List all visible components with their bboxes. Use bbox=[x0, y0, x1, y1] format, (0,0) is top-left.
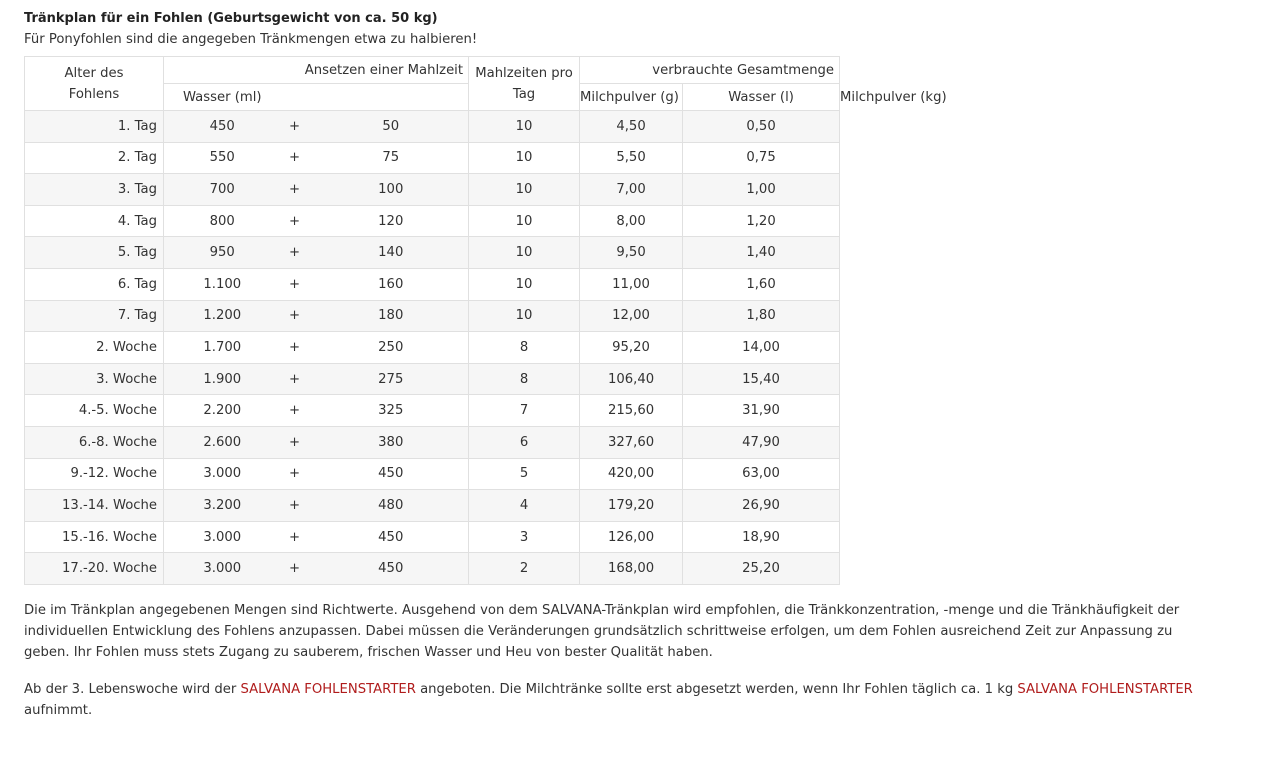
cell-water-ml: 3.000 bbox=[164, 521, 281, 553]
cell-age: 2. Woche bbox=[25, 332, 164, 364]
cell-total-water: 7,00 bbox=[580, 174, 683, 206]
table-row bbox=[25, 458, 840, 490]
cell-meals: 8 bbox=[469, 332, 580, 364]
cell-total-water: 179,20 bbox=[580, 490, 683, 522]
cell-water-ml: 700 bbox=[164, 174, 281, 206]
cell-meals: 3 bbox=[469, 521, 580, 553]
header-water-l: Wasser (l) bbox=[683, 84, 840, 111]
cell-meals: 4 bbox=[469, 490, 580, 522]
cell-total-water: 95,20 bbox=[580, 332, 683, 364]
cell-age: 6.-8. Woche bbox=[25, 426, 164, 458]
cell-meals: 10 bbox=[469, 268, 580, 300]
header-meal: Ansetzen einer Mahlzeit bbox=[164, 57, 469, 84]
table-row bbox=[25, 205, 840, 237]
cell-total-powder: 15,40 bbox=[683, 363, 840, 395]
cell-total-powder: 1,00 bbox=[683, 174, 840, 206]
cell-powder-g: 480 bbox=[314, 490, 469, 522]
cell-meals: 7 bbox=[469, 395, 580, 427]
cell-plus: + bbox=[281, 363, 309, 395]
table-row bbox=[25, 332, 840, 364]
cell-age: 1. Tag bbox=[25, 111, 164, 143]
cell-total-water: 4,50 bbox=[580, 111, 683, 143]
cell-meals: 5 bbox=[469, 458, 580, 490]
cell-plus: + bbox=[281, 458, 309, 490]
table-row bbox=[25, 490, 840, 522]
cell-water-ml: 1.700 bbox=[164, 332, 281, 364]
cell-total-powder: 25,20 bbox=[683, 553, 840, 585]
cell-water-ml: 3.200 bbox=[164, 490, 281, 522]
cell-powder-g: 450 bbox=[314, 553, 469, 585]
table-row bbox=[25, 363, 840, 395]
cell-age: 13.-14. Woche bbox=[25, 490, 164, 522]
cell-total-water: 8,00 bbox=[580, 205, 683, 237]
cell-age: 2. Tag bbox=[25, 142, 164, 174]
cell-powder-g: 380 bbox=[314, 426, 469, 458]
starter-text-3: aufnimmt. bbox=[24, 702, 93, 718]
cell-plus: + bbox=[281, 205, 309, 237]
cell-meals: 8 bbox=[469, 363, 580, 395]
cell-age: 3. Tag bbox=[25, 174, 164, 206]
table-row bbox=[25, 142, 840, 174]
cell-meals: 10 bbox=[469, 237, 580, 269]
cell-total-water: 215,60 bbox=[580, 395, 683, 427]
cell-powder-g: 100 bbox=[314, 174, 469, 206]
page-title: Tränkplan für ein Fohlen (Geburtsgewicht von ca. 50 kg) bbox=[24, 11, 438, 26]
header-water-ml: Wasser (ml) bbox=[164, 84, 281, 111]
table-row bbox=[25, 174, 840, 206]
cell-water-ml: 2.200 bbox=[164, 395, 281, 427]
info-paragraph: Die im Tränkplan angegebenen Mengen sind Richtwerte. Ausgehend von dem SALVANA-Tränkplan wird empfohlen, die Tränkkonzentration, -menge und die Tränkhäufigkeit der individuellen Entwicklung des Fohlens anzupassen. Dabei müssen die Veränderungen grundsätzlich schrittweise erfolgen, um dem Fohlen ausreichend Zeit zur Anpassung zu geben. Ihr Fohlen muss stets Zugang zu sauberem, frischen Wasser und Heu von bester Qualität haben. bbox=[24, 602, 1180, 660]
cell-meals: 10 bbox=[469, 300, 580, 332]
cell-plus: + bbox=[281, 268, 309, 300]
cell-total-powder: 18,90 bbox=[683, 521, 840, 553]
cell-powder-g: 180 bbox=[314, 300, 469, 332]
cell-plus: + bbox=[281, 395, 309, 427]
fohlenstarter-link-2[interactable]: SALVANA FOHLENSTARTER bbox=[1017, 681, 1193, 697]
starter-paragraph bbox=[24, 679, 1199, 721]
cell-age: 17.-20. Woche bbox=[25, 553, 164, 585]
table-row bbox=[25, 268, 840, 300]
cell-total-powder: 26,90 bbox=[683, 490, 840, 522]
cell-age: 7. Tag bbox=[25, 300, 164, 332]
cell-powder-g: 325 bbox=[314, 395, 469, 427]
header-age: Alter des Fohlens bbox=[25, 57, 164, 111]
cell-plus: + bbox=[281, 142, 309, 174]
cell-total-water: 9,50 bbox=[580, 237, 683, 269]
table-row bbox=[25, 426, 840, 458]
cell-age: 9.-12. Woche bbox=[25, 458, 164, 490]
cell-plus: + bbox=[281, 300, 309, 332]
cell-water-ml: 1.200 bbox=[164, 300, 281, 332]
table-row bbox=[25, 237, 840, 269]
cell-plus: + bbox=[281, 553, 309, 585]
cell-age: 5. Tag bbox=[25, 237, 164, 269]
cell-meals: 10 bbox=[469, 174, 580, 206]
cell-powder-g: 75 bbox=[314, 142, 469, 174]
page-subtitle: Für Ponyfohlen sind die angegeben Tränkmengen etwa zu halbieren! bbox=[24, 32, 478, 47]
cell-total-powder: 31,90 bbox=[683, 395, 840, 427]
cell-age: 15.-16. Woche bbox=[25, 521, 164, 553]
table-row bbox=[25, 300, 840, 332]
cell-powder-g: 275 bbox=[314, 363, 469, 395]
cell-total-powder: 14,00 bbox=[683, 332, 840, 364]
cell-meals: 2 bbox=[469, 553, 580, 585]
cell-age: 4.-5. Woche bbox=[25, 395, 164, 427]
cell-powder-g: 140 bbox=[314, 237, 469, 269]
header-powder-g: Milchpulver (g) bbox=[580, 84, 683, 111]
cell-total-powder: 1,60 bbox=[683, 268, 840, 300]
cell-plus: + bbox=[281, 237, 309, 269]
cell-meals: 10 bbox=[469, 142, 580, 174]
cell-total-powder: 1,20 bbox=[683, 205, 840, 237]
cell-water-ml: 800 bbox=[164, 205, 281, 237]
starter-text-2: angeboten. Die Milchtränke sollte erst abgesetzt werden, wenn Ihr Fohlen täglich ca. 1 kg bbox=[415, 681, 1018, 697]
cell-meals: 10 bbox=[469, 111, 580, 143]
cell-plus: + bbox=[281, 521, 309, 553]
cell-total-water: 327,60 bbox=[580, 426, 683, 458]
starter-text-1: Ab der 3. Lebenswoche wird der bbox=[24, 681, 241, 697]
cell-total-water: 12,00 bbox=[580, 300, 683, 332]
cell-plus: + bbox=[281, 490, 309, 522]
cell-meals: 10 bbox=[469, 205, 580, 237]
cell-water-ml: 950 bbox=[164, 237, 281, 269]
cell-total-water: 5,50 bbox=[580, 142, 683, 174]
cell-total-powder: 63,00 bbox=[683, 458, 840, 490]
cell-plus: + bbox=[281, 111, 309, 143]
cell-water-ml: 550 bbox=[164, 142, 281, 174]
feeding-plan-table: Alter des Fohlens Ansetzen einer Mahlzeit Mahlzeiten pro Tag verbrauchte Gesamtmenge Wasser (ml) Milchpulver (g) Wasser (l) Milchpulver (kg) 1. Tag 450 + 50 10 4,50 0,50 2. Tag 550 + 75 10 5,50 0,75 3. Tag 700 + 100 10 7,00 1,00 4. Tag 800 + 120 10 8,00 1,20 5. Tag 950 + 140 10 9,50 1,40 6. Tag 1.100 + 160 10 11,00 1,60 7. Tag 1.200 + 180 10 12,00 1,80 2. Woche 1.700 + 250 8 95,20 14,00 3. Woche 1.900 + 275 8 106,40 15,40 4.-5. Woche 2.200 + 325 7 215,60 31,90 6.-8. Woche 2.600 + 380 6 327,60 47,90 9.-12. Woche 3.000 + 450 5 420,00 63,00 13.-14. Woche 3.200 + 480 4 179,20 26,90 15.-16. Woche 3.000 + 450 3 126,00 18,90 17.-20. Woche 3.000 + 450 2 168,00 25,20 bbox=[24, 56, 840, 585]
cell-age: 6. Tag bbox=[25, 268, 164, 300]
cell-powder-g: 50 bbox=[314, 111, 469, 143]
cell-total-powder: 1,40 bbox=[683, 237, 840, 269]
cell-water-ml: 450 bbox=[164, 111, 281, 143]
fohlenstarter-link-1[interactable]: SALVANA FOHLENSTARTER bbox=[240, 681, 416, 697]
cell-powder-g: 120 bbox=[314, 205, 469, 237]
cell-powder-g: 250 bbox=[314, 332, 469, 364]
cell-total-water: 11,00 bbox=[580, 268, 683, 300]
table-row bbox=[25, 111, 840, 143]
cell-powder-g: 450 bbox=[314, 458, 469, 490]
table-row bbox=[25, 553, 840, 585]
cell-total-powder: 0,75 bbox=[683, 142, 840, 174]
cell-total-powder: 1,80 bbox=[683, 300, 840, 332]
cell-total-water: 126,00 bbox=[580, 521, 683, 553]
cell-age: 4. Tag bbox=[25, 205, 164, 237]
cell-plus: + bbox=[281, 426, 309, 458]
cell-total-powder: 47,90 bbox=[683, 426, 840, 458]
cell-water-ml: 3.000 bbox=[164, 458, 281, 490]
header-spacer bbox=[281, 84, 469, 111]
header-total: verbrauchte Gesamtmenge bbox=[580, 57, 840, 84]
cell-plus: + bbox=[281, 174, 309, 206]
cell-total-water: 420,00 bbox=[580, 458, 683, 490]
cell-total-water: 168,00 bbox=[580, 553, 683, 585]
table-row bbox=[25, 521, 840, 553]
cell-water-ml: 1.100 bbox=[164, 268, 281, 300]
cell-plus: + bbox=[281, 332, 309, 364]
cell-meals: 6 bbox=[469, 426, 580, 458]
table-row bbox=[25, 395, 840, 427]
cell-total-powder: 0,50 bbox=[683, 111, 840, 143]
cell-total-water: 106,40 bbox=[580, 363, 683, 395]
cell-water-ml: 3.000 bbox=[164, 553, 281, 585]
content bbox=[24, 9, 1199, 721]
cell-water-ml: 2.600 bbox=[164, 426, 281, 458]
cell-water-ml: 1.900 bbox=[164, 363, 281, 395]
cell-age: 3. Woche bbox=[25, 363, 164, 395]
cell-powder-g: 450 bbox=[314, 521, 469, 553]
cell-powder-g: 160 bbox=[314, 268, 469, 300]
header-meals-per-day: Mahlzeiten pro Tag bbox=[469, 57, 580, 111]
